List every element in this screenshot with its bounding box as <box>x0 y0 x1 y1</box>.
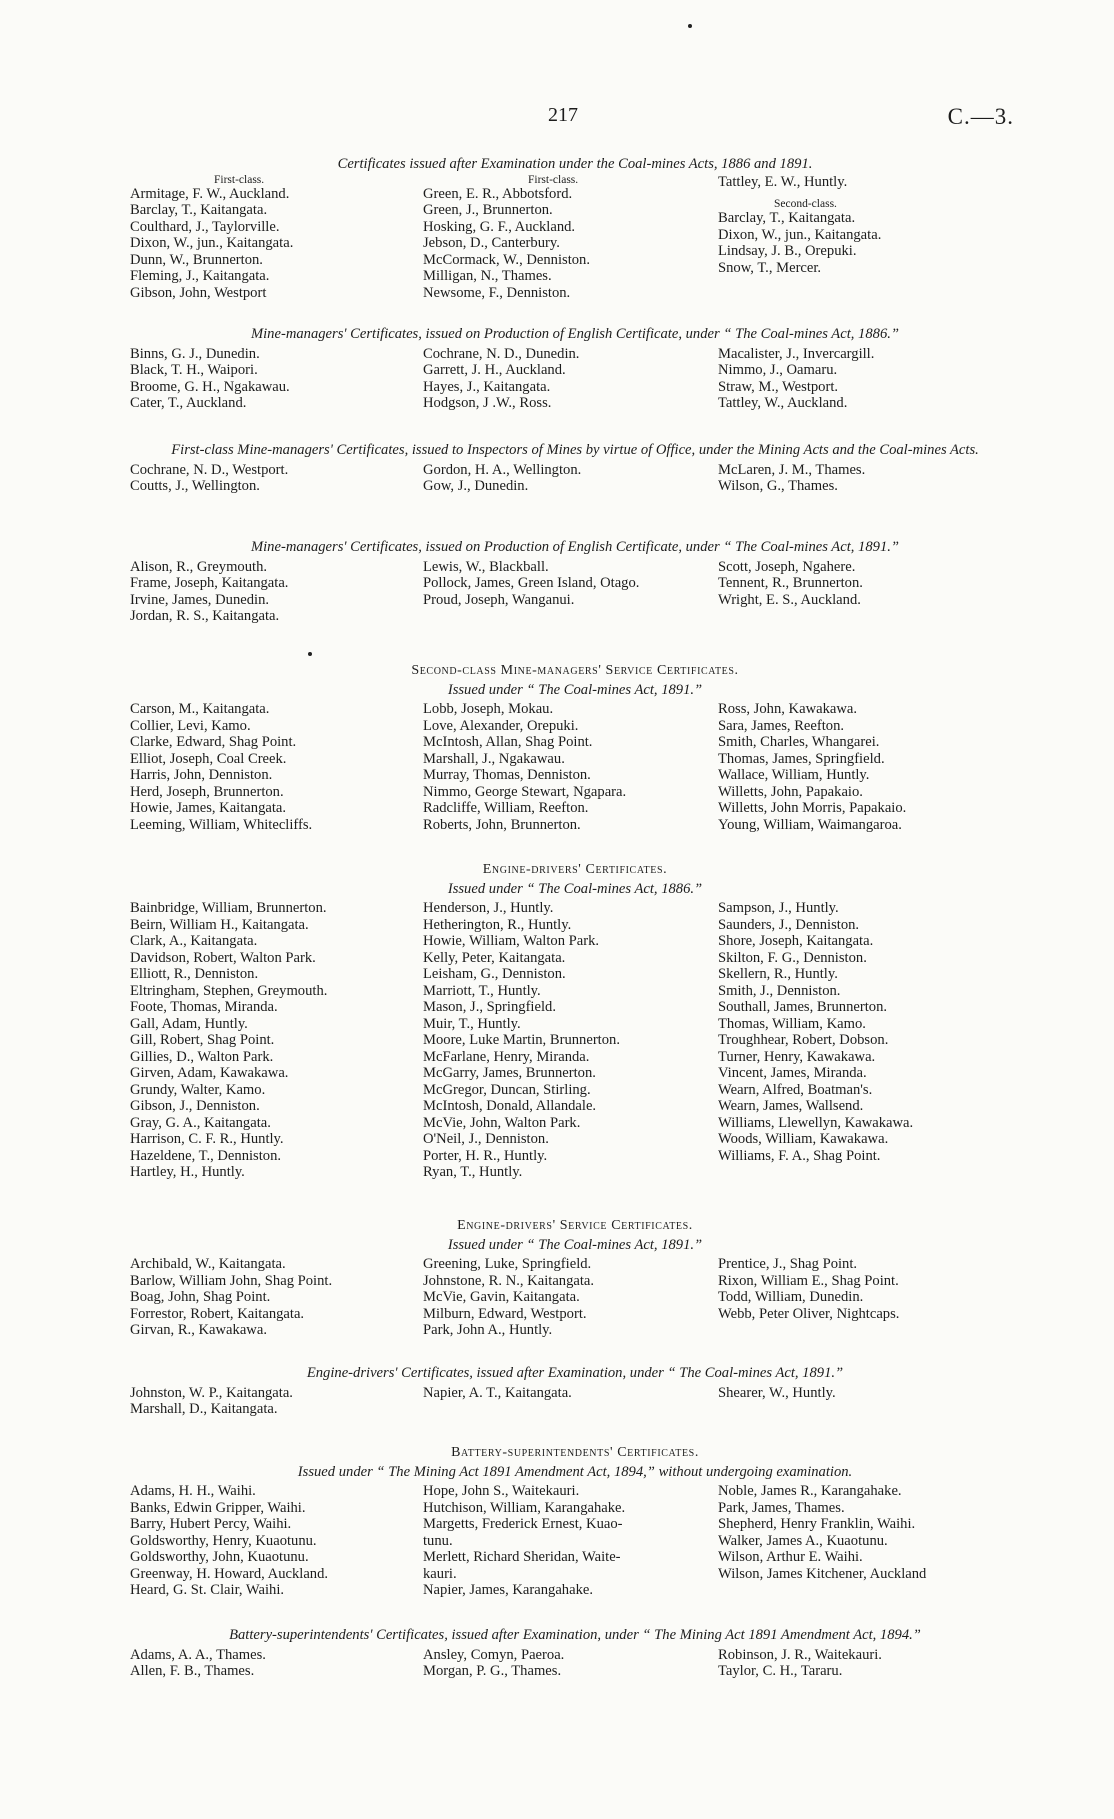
list-entry: Kelly, Peter, Kaitangata. <box>423 949 566 966</box>
list-entry: Cochrane, N. D., Westport. <box>130 461 289 478</box>
list-entry: Irvine, James, Dunedin. <box>130 591 270 608</box>
column-middle <box>423 1647 718 1680</box>
list-entry: Adams, H. H., Waihi. <box>130 1483 256 1499</box>
list-entry: Skilton, F. G., Denniston. <box>718 949 867 966</box>
list-entry: Wilson, G., Thames. <box>718 478 838 494</box>
list-entry: Beirn, William H., Kaitangata. <box>130 916 309 933</box>
list-entry: Wearn, James, Wallsend. <box>718 1098 864 1114</box>
column-left <box>130 559 423 625</box>
list-entry: McVie, Gavin, Kaitangata. <box>423 1289 580 1305</box>
list-entry: Archibald, W., Kaitangata. <box>130 1256 286 1272</box>
list-entry: Turner, Henry, Kawakawa. <box>718 1048 876 1065</box>
list-entry: Dixon, W., jun., Kaitangata. <box>718 226 882 243</box>
list-entry: Murray, Thomas, Denniston. <box>423 767 591 783</box>
document-reference: C.—3. <box>947 104 1014 129</box>
list-entry: Green, J., Brunnerton. <box>423 202 553 218</box>
list-entry: Broome, G. H., Ngakawau. <box>130 378 290 395</box>
list-entry: Bainbridge, William, Brunnerton. <box>130 900 327 916</box>
list-entry: Tattley, E. W., Huntly. <box>718 173 848 190</box>
stray-mark <box>308 652 312 656</box>
list-entry: Foote, Thomas, Miranda. <box>130 999 278 1015</box>
list-entry: Hayes, J., Kaitangata. <box>423 378 551 395</box>
list-entry: Woods, William, Kawakawa. <box>718 1131 889 1147</box>
list-entry: Noble, James R., Karangahake. <box>718 1483 902 1499</box>
list-entry: Muir, T., Huntly. <box>423 1015 521 1032</box>
list-entry: Newsome, F., Denniston. <box>423 284 571 301</box>
list-entry: Girvan, R., Kawakawa. <box>130 1322 267 1338</box>
column-middle <box>423 346 718 412</box>
list-entry: Adams, A. A., Thames. <box>130 1646 266 1663</box>
stray-mark <box>688 24 692 28</box>
list-entry: Coutts, J., Wellington. <box>130 478 260 494</box>
list-entry: Cochrane, N. D., Dunedin. <box>423 345 580 362</box>
list-entry: Howie, James, Kaitangata. <box>130 800 287 816</box>
list-entry: McVie, John, Walton Park. <box>423 1114 581 1131</box>
name-list <box>718 462 1011 495</box>
list-entry: Barlow, William John, Shag Point. <box>130 1272 333 1289</box>
column-right <box>718 1385 1011 1418</box>
list-entry: Nimmo, J., Oamaru. <box>718 362 838 378</box>
list-entry: Vincent, James, Miranda. <box>718 1065 867 1081</box>
list-entry: Tennent, R., Brunnerton. <box>718 575 863 591</box>
list-entry: Lindsay, J. B., Orepuki. <box>718 243 857 259</box>
name-list <box>718 210 1011 276</box>
list-entry: Garrett, J. H., Auckland. <box>423 362 566 378</box>
name-list <box>423 1647 718 1680</box>
section-heading: Engine-drivers' Service Certificates. <box>457 1218 693 1233</box>
list-entry: Binns, G. J., Dunedin. <box>130 345 260 362</box>
name-list <box>130 186 423 302</box>
column-middle <box>423 1483 718 1599</box>
section-heading: Battery-superintendents' Certificates. <box>451 1445 699 1460</box>
list-entry: Dixon, W., jun., Kaitangata. <box>130 235 294 251</box>
column-middle <box>423 1256 718 1339</box>
name-list <box>718 559 1011 609</box>
list-entry: Marshall, J., Ngakawau. <box>423 750 565 767</box>
list-entry: Coulthard, J., Taylorville. <box>130 218 280 235</box>
section-battery-superintendents <box>130 1445 1020 1599</box>
list-entry: McGregor, Duncan, Stirling. <box>423 1081 591 1098</box>
name-list <box>423 186 718 302</box>
list-entry: Milligan, N., Thames. <box>423 268 552 284</box>
list-entry: Troughhear, Robert, Dobson. <box>718 1032 889 1048</box>
name-list <box>718 1256 1011 1322</box>
list-entry: Wallace, William, Huntly. <box>718 767 870 783</box>
list-entry: Sara, James, Reefton. <box>718 717 845 734</box>
name-list <box>423 900 718 1181</box>
list-entry: Ryan, T., Huntly. <box>423 1164 523 1180</box>
list-entry: Scott, Joseph, Ngahere. <box>718 558 856 575</box>
column-right <box>718 174 1011 302</box>
list-entry: Radcliffe, William, Reefton. <box>423 800 589 816</box>
list-entry: Prentice, J., Shag Point. <box>718 1256 858 1272</box>
list-entry: Proud, Joseph, Wanganui. <box>423 591 575 608</box>
name-list <box>130 1256 423 1339</box>
column-left <box>130 346 423 412</box>
name-list <box>130 1647 423 1680</box>
class-label: First-class. <box>528 173 579 186</box>
list-entry: Leisham, G., Denniston. <box>423 966 566 982</box>
list-entry: Allen, F. B., Thames. <box>130 1663 255 1679</box>
list-entry: Johnstone, R. N., Kaitangata. <box>423 1272 595 1289</box>
list-entry: Harris, John, Denniston. <box>130 767 273 783</box>
column-left <box>130 1647 423 1680</box>
column-left <box>130 701 423 833</box>
list-entry: Park, John A., Huntly. <box>423 1322 553 1338</box>
list-entry: Davidson, Robert, Walton Park. <box>130 949 316 966</box>
list-entry: Williams, F. A., Shag Point. <box>718 1147 881 1164</box>
list-entry: Heard, G. St. Clair, Waihi. <box>130 1582 285 1598</box>
name-list <box>130 701 423 833</box>
name-list <box>423 701 718 833</box>
list-entry: Robinson, J. R., Waitekauri. <box>718 1646 882 1663</box>
list-entry: Southall, James, Brunnerton. <box>718 999 888 1015</box>
column-middle <box>423 559 718 625</box>
list-entry: McCormack, W., Denniston. <box>423 251 591 268</box>
list-entry: Green, E. R., Abbotsford. <box>423 185 573 202</box>
list-entry: O'Neil, J., Denniston. <box>423 1131 549 1147</box>
list-entry: McFarlane, Henry, Miranda. <box>423 1048 590 1065</box>
name-list <box>130 346 423 412</box>
list-entry: Snow, T., Mercer. <box>718 259 822 276</box>
section-subheading: Issued under “ The Mining Act 1891 Amendment Act, 1894,” without undergoing examination. <box>297 1463 853 1480</box>
list-entry: Clark, A., Kaitangata. <box>130 933 258 949</box>
list-entry: Gillies, D., Walton Park. <box>130 1048 274 1065</box>
section-heading: Second-class Mine-managers' Service Certificates. <box>411 663 739 678</box>
list-entry: Pollock, James, Green Island, Otago. <box>423 575 640 591</box>
section-subheading: Issued under “ The Coal-mines Act, 1891.” <box>447 681 703 698</box>
class-label: First-class. <box>214 173 265 186</box>
list-entry: Gibson, J., Denniston. <box>130 1098 260 1114</box>
column-middle <box>423 701 718 833</box>
list-entry: Grundy, Walter, Kamo. <box>130 1081 266 1098</box>
list-entry: Boag, John, Shag Point. <box>130 1289 271 1305</box>
name-list <box>130 559 423 625</box>
list-entry: Fleming, J., Kaitangata. <box>130 268 270 284</box>
list-entry: Tattley, W., Auckland. <box>718 395 848 411</box>
name-list <box>423 462 718 495</box>
column-middle <box>423 900 718 1181</box>
list-entry: Lobb, Joseph, Mokau. <box>423 701 554 717</box>
section-engine-drivers-1886 <box>130 862 1020 1181</box>
section-heading: Engine-drivers' Certificates, issued after Examination, under “ The Coal-mines Act, 1891.” <box>306 1365 844 1381</box>
list-entry: Mason, J., Springfield. <box>423 999 556 1015</box>
section-subheading: Issued under “ The Coal-mines Act, 1886.” <box>447 880 703 897</box>
list-entry: Gibson, John, Westport <box>130 284 267 301</box>
column-middle <box>423 1385 718 1418</box>
list-entry: Gow, J., Dunedin. <box>423 478 529 494</box>
column-middle <box>423 174 718 302</box>
list-entry: Milburn, Edward, Westport. <box>423 1305 587 1322</box>
column-right <box>718 1256 1011 1339</box>
name-list <box>718 174 1011 191</box>
list-entry: Wilson, Arthur E. Waihi. <box>718 1549 863 1565</box>
class-label: Second-class. <box>774 198 837 210</box>
list-entry: Hetherington, R., Huntly. <box>423 916 572 933</box>
list-entry: Cater, T., Auckland. <box>130 395 247 411</box>
list-entry: Frame, Joseph, Kaitangata. <box>130 575 289 591</box>
section-engine-drivers-service <box>130 1218 1020 1339</box>
list-entry: Elliot, Joseph, Coal Creek. <box>130 750 287 767</box>
column-right <box>718 559 1011 625</box>
list-entry: Wilson, James Kitchener, Auckland <box>718 1565 927 1582</box>
name-list <box>130 900 423 1181</box>
list-entry: Willetts, John, Papakaio. <box>718 783 863 800</box>
name-list <box>718 900 1011 1164</box>
column-right <box>718 462 1011 495</box>
list-entry: Armitage, F. W., Auckland. <box>130 185 290 202</box>
column-left <box>130 1385 423 1418</box>
list-entry: Banks, Edwin Gripper, Waihi. <box>130 1499 306 1516</box>
list-entry: Hope, John S., Waitekauri. <box>423 1483 580 1499</box>
name-list <box>423 1385 718 1402</box>
section-battery-superintendents-examination <box>130 1627 1020 1680</box>
column-right <box>718 346 1011 412</box>
list-entry: Marriott, T., Huntly. <box>423 982 541 999</box>
page-number: 217 <box>548 104 578 126</box>
column-right <box>718 900 1011 1181</box>
list-entry: McGarry, James, Brunnerton. <box>423 1065 596 1081</box>
list-entry: Thomas, William, Kamo. <box>718 1015 866 1032</box>
section-heading: Certificates issued after Examination under the Coal-mines Acts, 1886 and 1891. <box>337 156 813 172</box>
list-entry: Merlett, Richard Sheridan, Waite- <box>423 1549 621 1565</box>
name-list <box>423 346 718 412</box>
list-entry: Collier, Levi, Kamo. <box>130 717 251 734</box>
list-entry: Howie, William, Walton Park. <box>423 933 600 949</box>
list-entry: Saunders, J., Denniston. <box>718 916 860 933</box>
list-entry: Eltringham, Stephen, Greymouth. <box>130 982 328 999</box>
list-entry: Gall, Adam, Huntly. <box>130 1015 248 1032</box>
list-entry: tunu. <box>423 1532 453 1549</box>
list-entry: Ross, John, Kawakawa. <box>718 701 858 717</box>
column-left <box>130 900 423 1181</box>
list-entry: Rixon, William E., Shag Point. <box>718 1272 899 1289</box>
list-entry: Wearn, Alfred, Boatman's. <box>718 1081 873 1098</box>
list-entry: Roberts, John, Brunnerton. <box>423 816 581 833</box>
name-list <box>718 1647 1011 1680</box>
list-entry: Webb, Peter Oliver, Nightcaps. <box>718 1305 900 1322</box>
column-right <box>718 1647 1011 1680</box>
list-entry: Shearer, W., Huntly. <box>718 1384 836 1401</box>
list-entry: Herd, Joseph, Brunnerton. <box>130 783 284 800</box>
list-entry: McIntosh, Donald, Allandale. <box>423 1098 597 1114</box>
name-list <box>423 1256 718 1339</box>
name-list <box>718 346 1011 412</box>
list-entry: Wright, E. S., Auckland. <box>718 591 861 608</box>
section-engine-drivers-examination <box>130 1365 1020 1418</box>
list-entry: Johnston, W. P., Kaitangata. <box>130 1384 293 1401</box>
section-subheading: Issued under “ The Coal-mines Act, 1891.” <box>447 1236 703 1253</box>
list-entry: Henderson, J., Huntly. <box>423 900 554 916</box>
list-entry: Gray, G. A., Kaitangata. <box>130 1114 271 1131</box>
list-entry: Thomas, James, Springfield. <box>718 750 885 767</box>
column-left <box>130 174 423 302</box>
list-entry: Hodgson, J .W., Ross. <box>423 395 552 411</box>
list-entry: Carson, M., Kaitangata. <box>130 701 270 717</box>
list-entry: Napier, A. T., Kaitangata. <box>423 1384 572 1401</box>
column-left <box>130 1483 423 1599</box>
list-entry: Jebson, D., Canterbury. <box>423 235 560 251</box>
list-entry: Willetts, John Morris, Papakaio. <box>718 800 907 816</box>
name-list <box>718 1385 1011 1402</box>
list-entry: Girven, Adam, Kawakawa. <box>130 1065 289 1081</box>
section-heading: Engine-drivers' Certificates. <box>482 862 668 877</box>
section-inspectors-certificates <box>130 442 1020 495</box>
list-entry: Skellern, R., Huntly. <box>718 966 838 982</box>
list-entry: Walker, James A., Kuaotunu. <box>718 1532 888 1549</box>
list-entry: McIntosh, Allan, Shag Point. <box>423 734 593 750</box>
name-list <box>130 462 423 495</box>
section-heading: Mine-managers' Certificates, issued on Production of English Certificate, under “ The Coal-mines Act, 1886.” <box>250 326 900 342</box>
list-entry: Margetts, Frederick Ernest, Kuao- <box>423 1516 623 1532</box>
list-entry: Barry, Hubert Percy, Waihi. <box>130 1516 292 1532</box>
list-entry: Elliott, R., Denniston. <box>130 966 259 982</box>
list-entry: Hazeldene, T., Denniston. <box>130 1147 282 1164</box>
list-entry: McLaren, J. M., Thames. <box>718 461 866 478</box>
section-mine-managers-1891 <box>130 539 1020 625</box>
list-entry: Goldsworthy, Henry, Kuaotunu. <box>130 1532 317 1549</box>
list-entry: Smith, Charles, Whangarei. <box>718 734 880 750</box>
list-entry: Jordan, R. S., Kaitangata. <box>130 608 280 624</box>
list-entry: Shore, Joseph, Kaitangata. <box>718 933 874 949</box>
list-entry: Todd, William, Dunedin. <box>718 1289 864 1305</box>
list-entry: Hosking, G. F., Auckland. <box>423 218 576 235</box>
column-right <box>718 1483 1011 1599</box>
list-entry: kauri. <box>423 1565 457 1582</box>
name-list <box>130 1385 423 1418</box>
list-entry: Taylor, C. H., Tararu. <box>718 1663 843 1679</box>
name-list <box>423 559 718 609</box>
list-entry: Gill, Robert, Shag Point. <box>130 1032 275 1048</box>
list-entry: Lewis, W., Blackball. <box>423 558 549 575</box>
list-entry: Hutchison, William, Karangahake. <box>423 1499 626 1516</box>
name-list <box>718 1483 1011 1582</box>
list-entry: Moore, Luke Martin, Brunnerton. <box>423 1032 620 1048</box>
section-examination-certificates <box>130 156 1020 301</box>
section-second-class-service <box>130 663 1020 833</box>
list-entry: Porter, H. R., Huntly. <box>423 1147 548 1164</box>
column-middle <box>423 462 718 495</box>
column-left <box>130 462 423 495</box>
list-entry: Greening, Luke, Springfield. <box>423 1256 592 1272</box>
list-entry: Williams, Llewellyn, Kawakawa. <box>718 1114 914 1131</box>
list-entry: Harrison, C. F. R., Huntly. <box>130 1131 284 1147</box>
list-entry: Sampson, J., Huntly. <box>718 900 839 916</box>
name-list <box>423 1483 718 1599</box>
list-entry: Young, William, Waimangaroa. <box>718 816 902 833</box>
list-entry: Morgan, P. G., Thames. <box>423 1663 562 1679</box>
list-entry: Alison, R., Greymouth. <box>130 558 268 575</box>
list-entry: Gordon, H. A., Wellington. <box>423 461 582 478</box>
section-heading: Battery-superintendents' Certificates, issued after Examination, under “ The Mining Act 1891 Amendment Act, 1894.” <box>229 1627 921 1643</box>
list-entry: Smith, J., Denniston. <box>718 982 841 999</box>
section-heading: First-class Mine-managers' Certificates, issued to Inspectors of Mines by virtue of Office, under the Mining Acts and the Coal-mines Acts. <box>171 442 979 458</box>
list-entry: Barclay, T., Kaitangata. <box>718 210 856 226</box>
column-right <box>718 701 1011 833</box>
list-entry: Black, T. H., Waipori. <box>130 362 258 378</box>
column-left <box>130 1256 423 1339</box>
list-entry: Barclay, T., Kaitangata. <box>130 202 268 218</box>
list-entry: Greenway, H. Howard, Auckland. <box>130 1565 329 1582</box>
list-entry: Clarke, Edward, Shag Point. <box>130 734 297 750</box>
list-entry: Park, James, Thames. <box>718 1499 845 1516</box>
list-entry: Nimmo, George Stewart, Ngapara. <box>423 783 627 800</box>
list-entry: Forrestor, Robert, Kaitangata. <box>130 1305 305 1322</box>
list-entry: Goldsworthy, John, Kuaotunu. <box>130 1549 309 1565</box>
list-entry: Marshall, D., Kaitangata. <box>130 1401 278 1417</box>
list-entry: Love, Alexander, Orepuki. <box>423 717 579 734</box>
list-entry: Hartley, H., Huntly. <box>130 1164 245 1180</box>
name-list <box>718 701 1011 833</box>
list-entry: Macalister, J., Invercargill. <box>718 345 875 362</box>
list-entry: Leeming, William, Whitecliffs. <box>130 816 313 833</box>
name-list <box>130 1483 423 1599</box>
list-entry: Napier, James, Karangahake. <box>423 1582 594 1598</box>
section-mine-managers-1886 <box>130 326 1020 412</box>
list-entry: Shepherd, Henry Franklin, Waihi. <box>718 1516 916 1532</box>
section-heading: Mine-managers' Certificates, issued on Production of English Certificate, under “ The Coal-mines Act, 1891.” <box>250 539 900 555</box>
list-entry: Dunn, W., Brunnerton. <box>130 251 263 268</box>
list-entry: Ansley, Comyn, Paeroa. <box>423 1646 565 1663</box>
list-entry: Straw, M., Westport. <box>718 378 839 395</box>
